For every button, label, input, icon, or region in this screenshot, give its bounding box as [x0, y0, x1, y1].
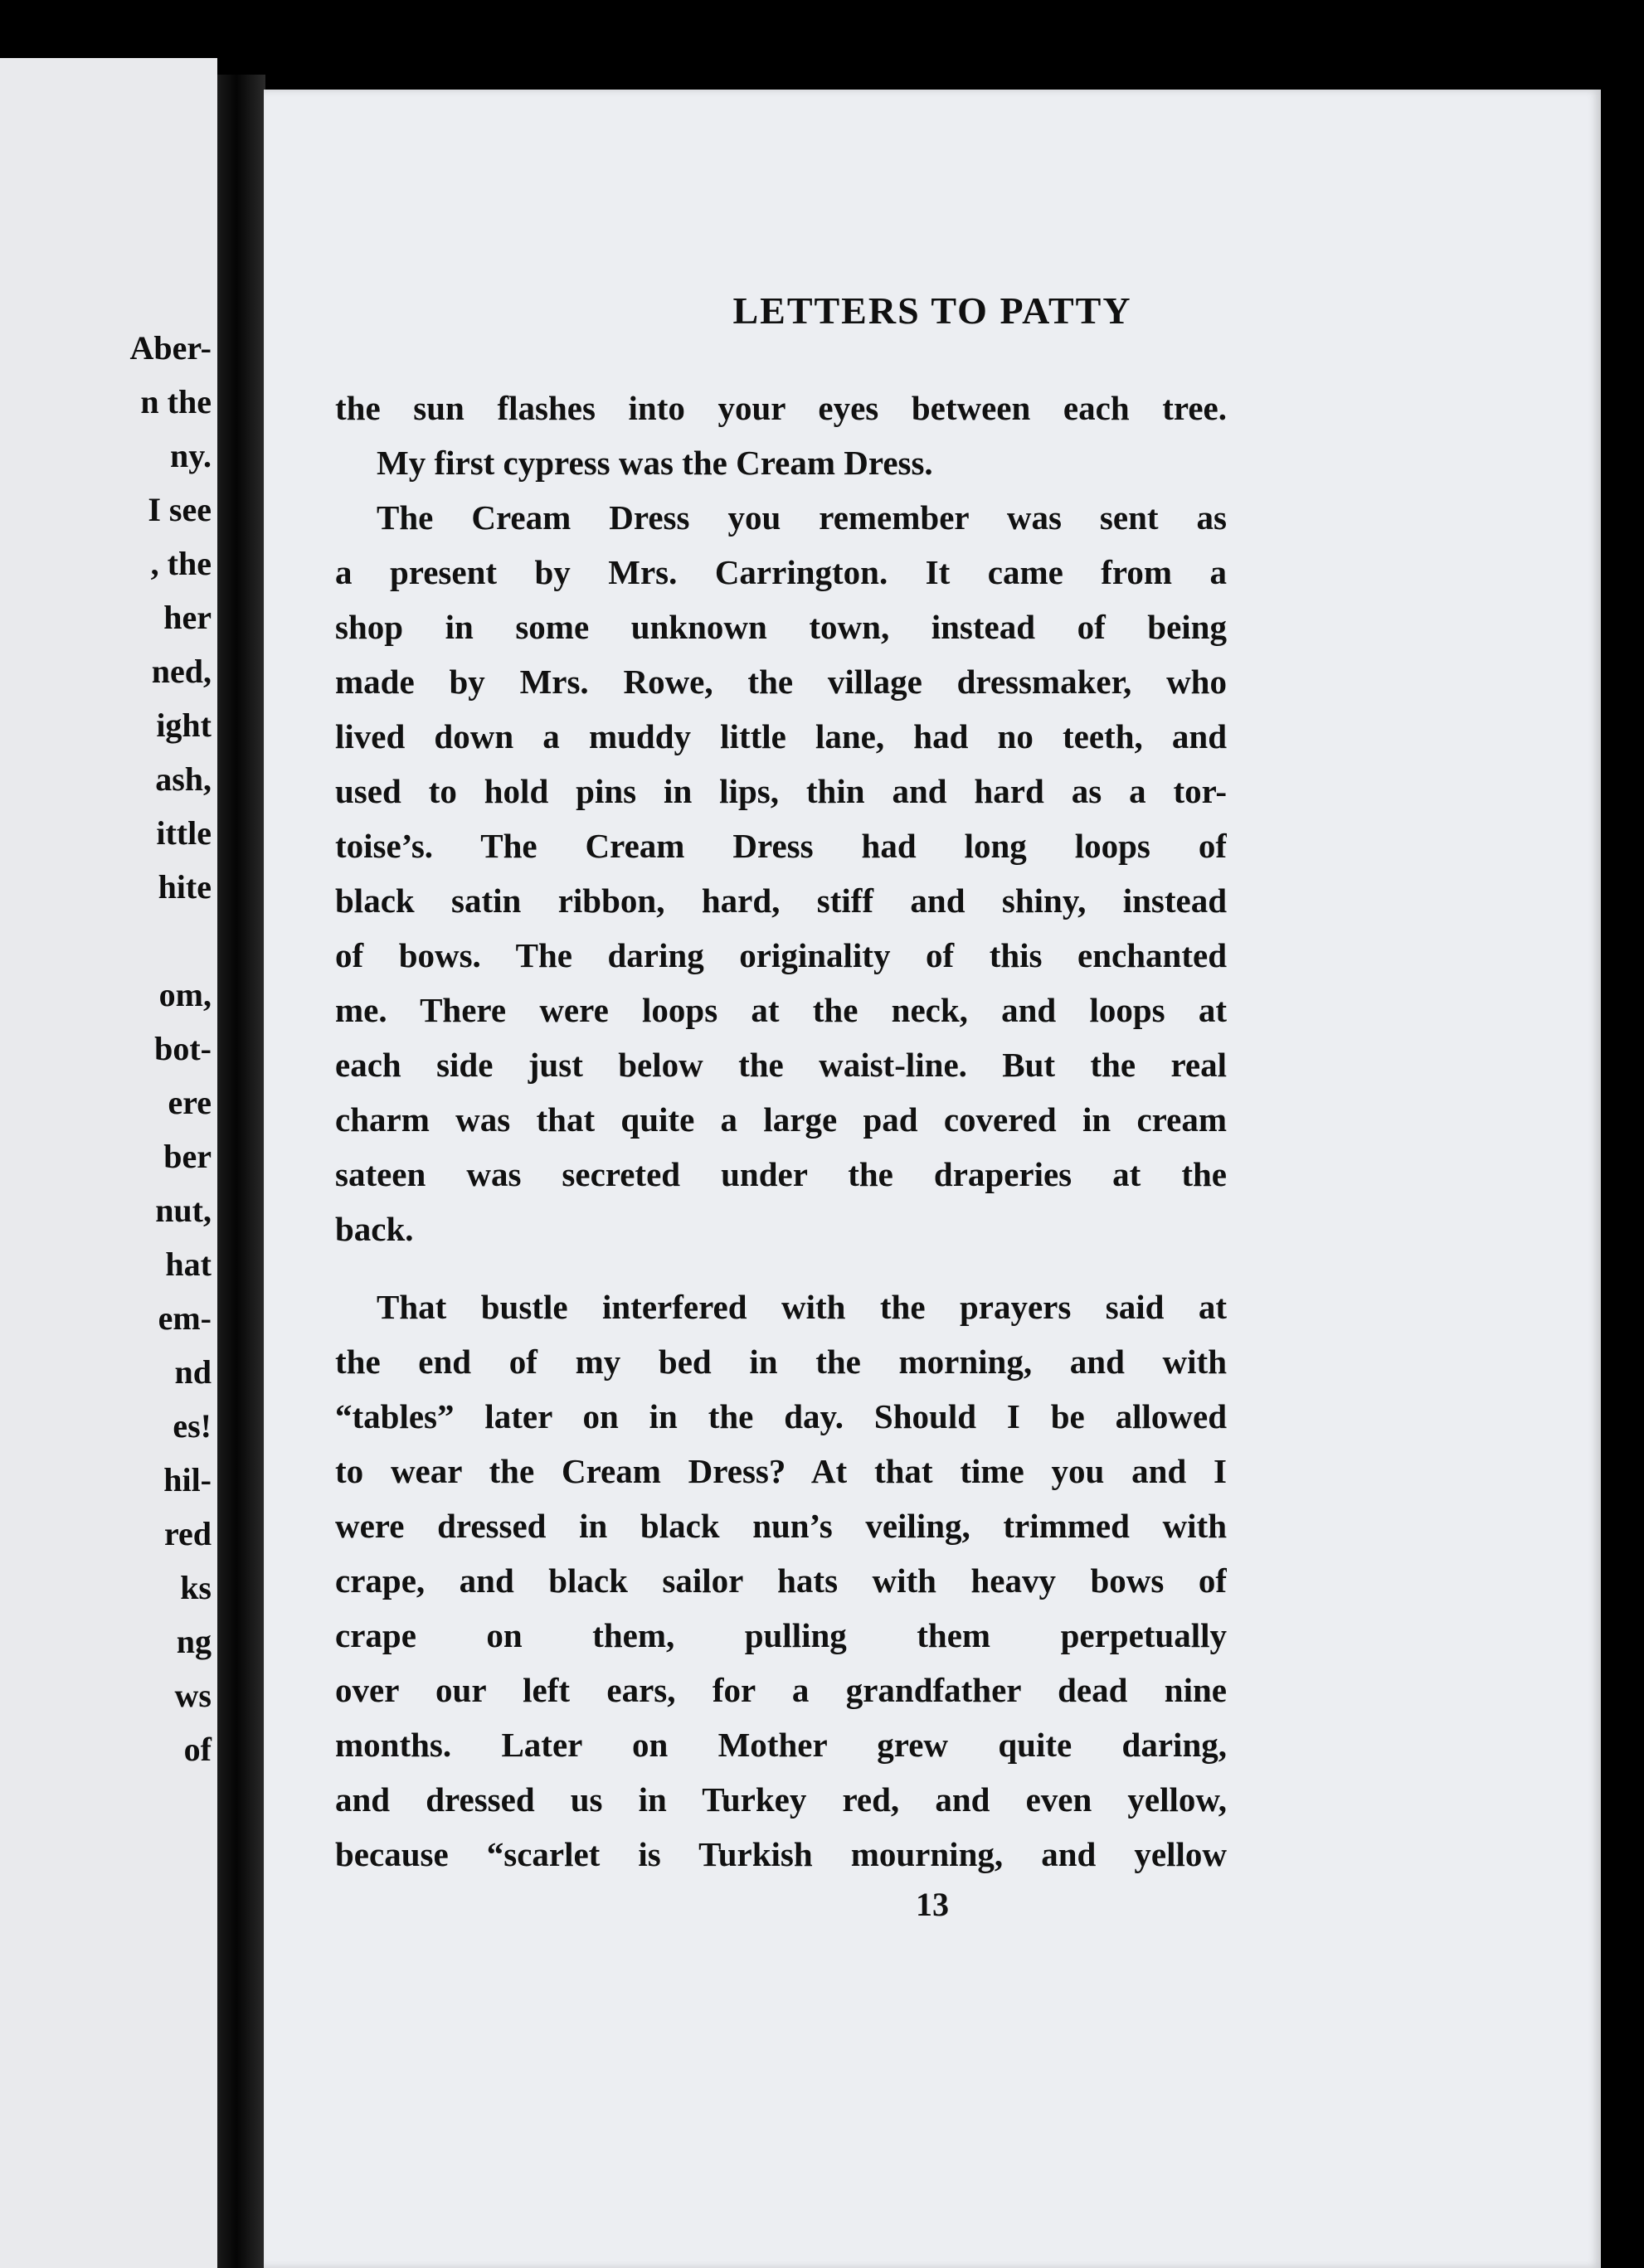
previous-page-fragment: ash, [155, 760, 212, 798]
previous-page-fragment: hite [158, 868, 212, 906]
text-line: shop in some unknown town, instead of being [335, 608, 1227, 646]
previous-page-fragment: ned, [151, 653, 212, 690]
text-line: toise’s. The Cream Dress had long loops of [335, 827, 1227, 865]
previous-page-fragment: bot- [154, 1030, 212, 1067]
text-line: crape on them, pulling them perpetually [335, 1616, 1227, 1654]
paragraph [335, 1280, 1227, 1882]
text-line: the end of my bed in the morning, and with [335, 1343, 1227, 1381]
previous-page-fragment: I see [148, 491, 212, 528]
previous-page-fragment: n the [140, 383, 212, 420]
previous-page-fragment: of [183, 1731, 212, 1768]
current-page [264, 90, 1601, 2268]
book-gutter [217, 75, 265, 2268]
previous-page-edge [0, 58, 217, 2268]
previous-page-fragment: hat [165, 1246, 212, 1283]
previous-page-fragment: red [163, 1515, 212, 1552]
previous-page-fragment: hil- [163, 1461, 212, 1498]
text-line: lived down a muddy little lane, had no teeth, and [335, 717, 1227, 755]
text-line: to wear the Cream Dress? At that time you and I [335, 1452, 1227, 1490]
text-line: because “scarlet is Turkish mourning, and yellow [335, 1835, 1227, 1873]
text-line: each side just below the waist-line. But the real [335, 1046, 1227, 1084]
text-line: sateen was secreted under the draperies at the [335, 1155, 1227, 1193]
paragraph [335, 490, 1227, 1256]
text-line: and dressed us in Turkey red, and even yellow, [335, 1780, 1227, 1819]
previous-page-fragment: , the [150, 545, 212, 582]
text-line: a present by Mrs. Carrington. It came from a [335, 553, 1227, 591]
text-line: charm was that quite a large pad covered in cream [335, 1100, 1227, 1139]
previous-page-fragment: es! [173, 1407, 212, 1445]
previous-page-fragment: ng [176, 1623, 212, 1660]
text-line: “tables” later on in the day. Should I be allowed [335, 1397, 1227, 1435]
previous-page-fragment: ittle [156, 814, 212, 852]
previous-page-fragment: ight [156, 707, 212, 744]
text-line: months. Later on Mother grew quite daring, [335, 1726, 1227, 1764]
previous-page-fragment: ks [180, 1569, 212, 1606]
text-line: the sun flashes into your eyes between each tree. [335, 389, 1227, 427]
previous-page-fragment: om, [158, 976, 212, 1013]
previous-page-text-fragments [0, 58, 217, 2268]
page-body-text [335, 381, 1227, 1882]
text-line: me. There were loops at the neck, and loops at [335, 991, 1227, 1029]
text-line: The Cream Dress you remember was sent as [377, 498, 1227, 537]
text-line: made by Mrs. Rowe, the village dressmaker, who [335, 663, 1227, 701]
paragraph [335, 381, 1227, 435]
running-head: LETTERS TO PATTY [732, 289, 1132, 332]
text-line: were dressed in black nun’s veiling, trimmed with [335, 1507, 1227, 1545]
paragraph [335, 435, 1227, 490]
previous-page-fragment: ws [174, 1677, 212, 1714]
previous-page-fragment: ber [163, 1138, 212, 1175]
page-number: 13 [916, 1886, 949, 1923]
previous-page-fragment: ny. [169, 437, 212, 474]
previous-page-fragment: em- [158, 1299, 212, 1337]
text-line: used to hold pins in lips, thin and hard as a tor- [335, 772, 1227, 810]
previous-page-fragment: ere [168, 1084, 212, 1121]
previous-page-fragment: her [163, 599, 212, 636]
text-line: That bustle interfered with the prayers said at [377, 1288, 1227, 1326]
text-line: black satin ribbon, hard, stiff and shiny, instead [335, 881, 1227, 920]
previous-page-fragment: Aber- [129, 329, 212, 367]
text-line: over our left ears, for a grandfather dead nine [335, 1671, 1227, 1709]
text-line: of bows. The daring originality of this enchanted [335, 936, 1227, 974]
text-line: My first cypress was the Cream Dress. [377, 444, 933, 482]
previous-page-fragment: nd [174, 1353, 212, 1391]
previous-page-fragment: nut, [155, 1192, 212, 1229]
text-line: back. [335, 1210, 414, 1248]
text-line: crape, and black sailor hats with heavy bows of [335, 1561, 1227, 1600]
